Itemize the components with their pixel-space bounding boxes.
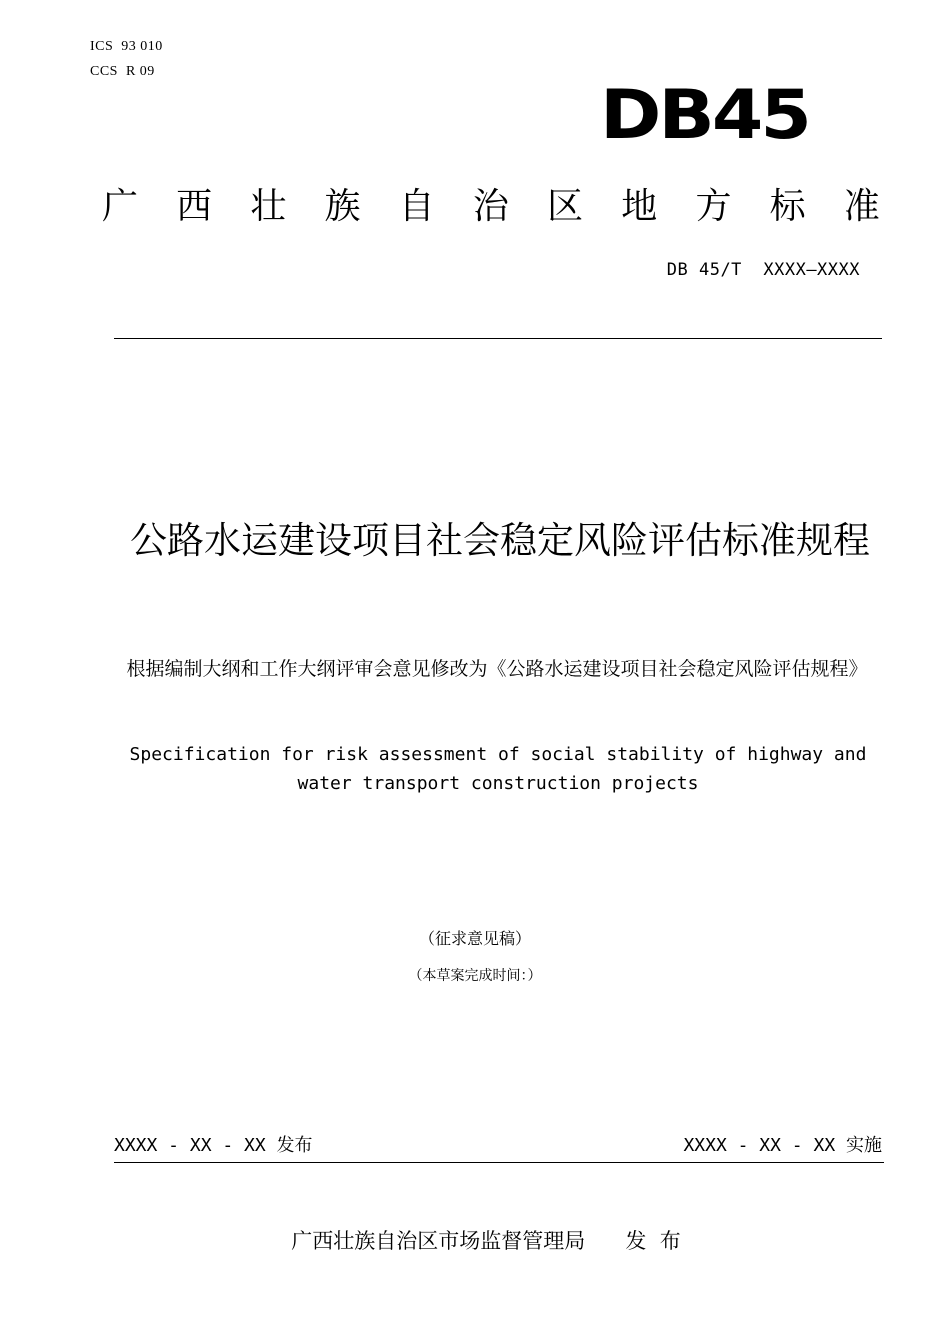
english-title: Specification for risk assessment of social stability of highway and water transport construction projects [129, 744, 867, 794]
standard-type-char: 标 [769, 186, 806, 227]
standard-type-char: 方 [695, 186, 732, 227]
ics-code: ICS 93 010 [90, 39, 163, 54]
standard-type-char: 西 [176, 186, 213, 227]
standard-type-heading [100, 182, 882, 232]
ccs-code: CCS R 09 [90, 64, 155, 79]
issuing-authority: 广西壮族自治区市场监督管理局 发 布 [291, 1229, 681, 1253]
header-divider [114, 338, 882, 339]
draft-completion-date: （本草案完成时间：） [408, 968, 542, 984]
standard-type-char: 壮 [250, 186, 287, 227]
chinese-title: 公路水运建设项目社会稳定风险评估标准规程 [130, 519, 870, 562]
implementation-date: XXXX - XX - XX 实施 [683, 1135, 882, 1156]
footer-divider [114, 1162, 884, 1163]
standard-number: DB 45/T XXXX—XXXX [666, 260, 860, 280]
standard-type-char: 准 [843, 186, 880, 227]
draft-status-label: （征求意见稿） [418, 929, 531, 948]
db45-logo: DB45 [600, 75, 809, 155]
standard-type-char: 地 [621, 186, 658, 227]
standard-type-char: 区 [547, 186, 584, 227]
chinese-subtitle: 根据编制大纲和工作大纲评审会意见修改为《公路水运建设项目社会稳定风险评估规程》 [126, 658, 868, 680]
standard-type-char: 自 [398, 186, 435, 227]
standard-type-char: 广 [101, 186, 138, 227]
standard-type-char: 治 [472, 186, 509, 227]
standard-type-char: 族 [324, 186, 361, 227]
publish-date: XXXX - XX - XX 发布 [114, 1135, 313, 1156]
